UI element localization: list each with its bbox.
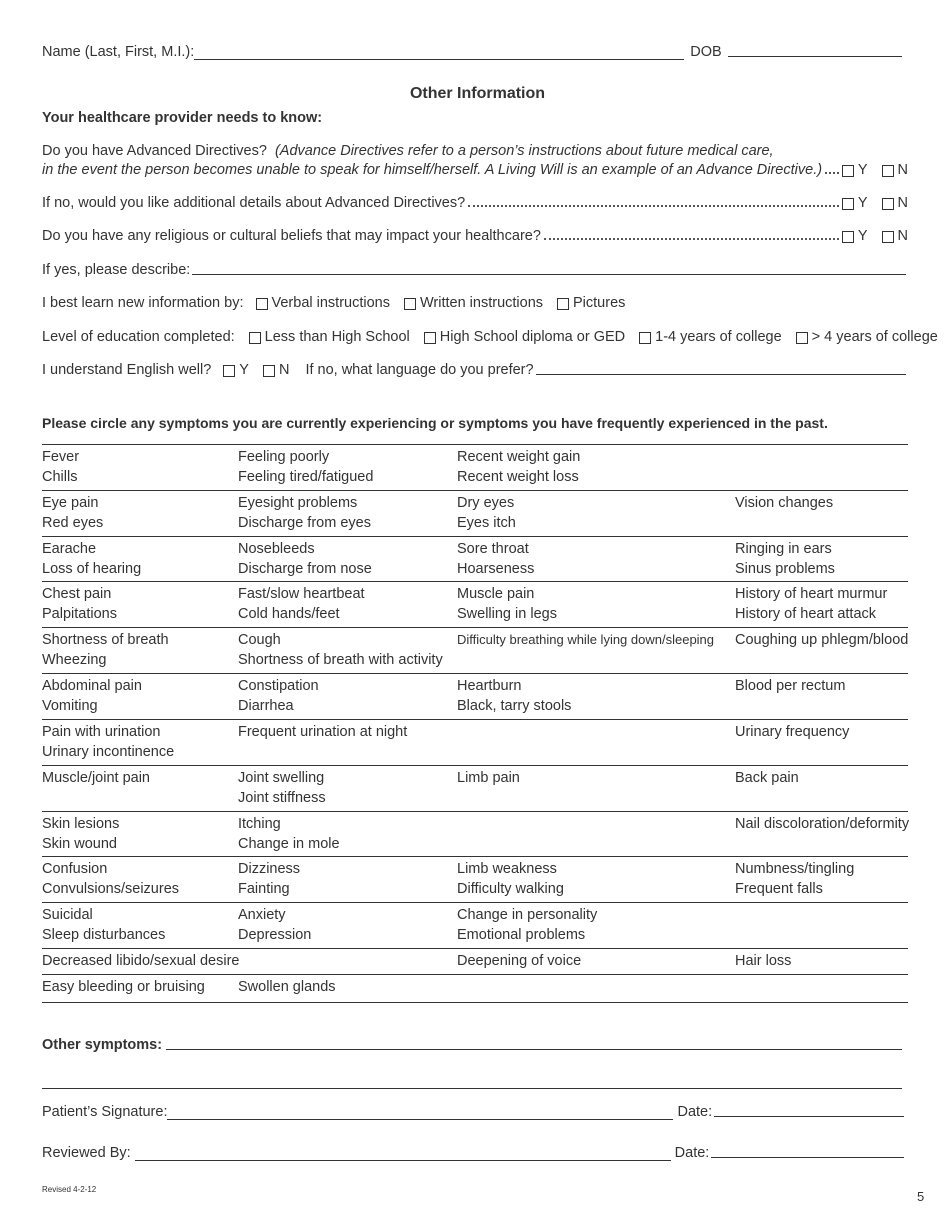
symptom-nosebleeds[interactable]: Nosebleeds bbox=[238, 541, 315, 557]
describe-label: If yes, please describe: bbox=[42, 262, 191, 278]
symptom-frequent-urination-at-night[interactable]: Frequent urination at night bbox=[238, 724, 408, 740]
page-number: 5 bbox=[917, 1189, 925, 1204]
symptom-coughing-up-phlegm-blood[interactable]: Coughing up phlegm/blood bbox=[735, 632, 909, 648]
symptom-recent-weight-loss[interactable]: Recent weight loss bbox=[457, 469, 579, 485]
symptom-urinary-frequency[interactable]: Urinary frequency bbox=[735, 724, 850, 740]
advance-directives-note-2: in the event the person becomes unable to speak for himself/herself. A Living Will is an example of an Advance Directive.) bbox=[42, 162, 823, 178]
checkbox[interactable] bbox=[249, 332, 261, 344]
additional-details-label: If no, would you like additional details about Advanced Directives? bbox=[42, 195, 466, 211]
education-option-college[interactable] bbox=[639, 329, 782, 345]
other-symptoms-row bbox=[42, 1037, 902, 1053]
symptom-eyesight-problems[interactable]: Eyesight problems bbox=[238, 495, 358, 511]
symptom-loss-of-hearing[interactable]: Loss of hearing bbox=[42, 561, 142, 577]
reviewed-date-label: Date: bbox=[674, 1145, 710, 1161]
symptom-change-in-personality[interactable]: Change in personality bbox=[457, 907, 598, 923]
symptom-history-of-heart-attack[interactable]: History of heart attack bbox=[735, 606, 877, 622]
symptom-fever[interactable]: Fever bbox=[42, 449, 80, 465]
symptom-deepening-of-voice[interactable]: Deepening of voice bbox=[457, 953, 582, 969]
symptom-skin-lesions[interactable]: Skin lesions bbox=[42, 816, 120, 832]
advance-directives-note-1: (Advance Directives refer to a person’s instructions about future medical care, bbox=[274, 143, 774, 159]
advance-directives-question bbox=[42, 143, 774, 159]
symptom-ringing-in-ears[interactable]: Ringing in ears bbox=[735, 541, 832, 557]
table-row-divider bbox=[42, 765, 908, 766]
table-row-divider bbox=[42, 444, 908, 445]
symptom-easy-bleeding-or-bruising[interactable]: Easy bleeding or bruising bbox=[42, 979, 205, 995]
option-label: Less than High School bbox=[264, 329, 410, 345]
name-dob-row bbox=[42, 44, 902, 60]
symptom-black-tarry-stools[interactable]: Black, tarry stools bbox=[457, 698, 572, 714]
advance-directives-no[interactable] bbox=[882, 162, 908, 178]
reviewed-field[interactable] bbox=[135, 1160, 671, 1161]
table-row-divider bbox=[42, 811, 908, 812]
symptom-confusion[interactable]: Confusion bbox=[42, 861, 108, 877]
option-label: High School diploma or GED bbox=[439, 329, 626, 345]
table-row-divider bbox=[42, 856, 908, 857]
symptoms-instruction: Please circle any symptoms you are currently experiencing or symptoms you have frequently experienced in the past. bbox=[42, 415, 828, 431]
learning-row bbox=[42, 295, 639, 311]
symptom-decreased-libido-sexual-desire[interactable]: Decreased libido/sexual desire bbox=[42, 953, 240, 969]
signature-row bbox=[42, 1104, 904, 1120]
english-label: I understand English well? bbox=[42, 362, 212, 378]
symptom-blood-per-rectum[interactable]: Blood per rectum bbox=[735, 678, 846, 694]
symptom-history-of-heart-murmur[interactable]: History of heart murmur bbox=[735, 586, 888, 602]
religious-beliefs-row bbox=[42, 228, 908, 244]
checkbox[interactable] bbox=[557, 298, 569, 310]
dob-label: DOB bbox=[690, 44, 722, 60]
yes-label: Y bbox=[239, 362, 249, 378]
checkbox[interactable] bbox=[842, 165, 854, 177]
describe-field[interactable] bbox=[192, 274, 906, 275]
option-label: Written instructions bbox=[419, 295, 544, 311]
symptom-dizziness[interactable]: Dizziness bbox=[238, 861, 301, 877]
learning-option-written[interactable] bbox=[404, 295, 543, 311]
symptom-shortness-of-breath-with-activity[interactable]: Shortness of breath with activity bbox=[238, 652, 443, 668]
table-row-divider bbox=[42, 581, 908, 582]
leader-dots bbox=[544, 238, 839, 240]
table-row-divider bbox=[42, 536, 908, 537]
advance-directives-yes[interactable] bbox=[842, 162, 868, 178]
symptom-urinary-incontinence[interactable]: Urinary incontinence bbox=[42, 744, 175, 760]
reviewed-label: Reviewed By: bbox=[42, 1145, 131, 1161]
religious-beliefs-yes[interactable] bbox=[842, 228, 868, 244]
additional-details-no[interactable] bbox=[882, 195, 908, 211]
symptom-swelling-in-legs[interactable]: Swelling in legs bbox=[457, 606, 557, 622]
symptom-nail-discoloration-deformity[interactable]: Nail discoloration/deformity bbox=[735, 816, 910, 832]
checkbox[interactable] bbox=[256, 298, 268, 310]
english-yes[interactable] bbox=[223, 362, 249, 378]
symptom-wheezing[interactable]: Wheezing bbox=[42, 652, 107, 668]
other-symptoms-field-2[interactable] bbox=[42, 1088, 902, 1089]
religious-beliefs-label: Do you have any religious or cultural beliefs that may impact your healthcare? bbox=[42, 228, 541, 244]
other-symptoms-label: Other symptoms: bbox=[42, 1037, 163, 1053]
education-option-4plus[interactable] bbox=[796, 329, 938, 345]
symptom-feeling-poorly[interactable]: Feeling poorly bbox=[238, 449, 330, 465]
symptom-shortness-of-breath[interactable]: Shortness of breath bbox=[42, 632, 169, 648]
symptom-emotional-problems[interactable]: Emotional problems bbox=[457, 927, 586, 943]
option-label: Pictures bbox=[573, 295, 626, 311]
symptom-frequent-falls[interactable]: Frequent falls bbox=[735, 881, 823, 897]
no-label: N bbox=[897, 162, 908, 178]
symptom-difficulty-breathing-while-lying-down-sleeping[interactable]: Difficulty breathing while lying down/sleeping bbox=[457, 632, 715, 647]
checkbox[interactable] bbox=[882, 231, 894, 243]
table-row-divider bbox=[42, 490, 908, 491]
option-label: Verbal instructions bbox=[271, 295, 390, 311]
checkbox[interactable] bbox=[842, 198, 854, 210]
symptom-hair-loss[interactable]: Hair loss bbox=[735, 953, 792, 969]
symptom-sleep-disturbances[interactable]: Sleep disturbances bbox=[42, 927, 166, 943]
checkbox[interactable] bbox=[882, 165, 894, 177]
symptom-constipation[interactable]: Constipation bbox=[238, 678, 319, 694]
checkbox[interactable] bbox=[424, 332, 436, 344]
education-row bbox=[42, 329, 938, 345]
symptom-convulsions-seizures[interactable]: Convulsions/seizures bbox=[42, 881, 180, 897]
no-label: N bbox=[897, 195, 908, 211]
checkbox[interactable] bbox=[223, 365, 235, 377]
symptom-sore-throat[interactable]: Sore throat bbox=[457, 541, 529, 557]
symptom-diarrhea[interactable]: Diarrhea bbox=[238, 698, 294, 714]
symptom-heartburn[interactable]: Heartburn bbox=[457, 678, 522, 694]
symptom-chest-pain[interactable]: Chest pain bbox=[42, 586, 112, 602]
symptom-anxiety[interactable]: Anxiety bbox=[238, 907, 286, 923]
symptom-change-in-mole[interactable]: Change in mole bbox=[238, 836, 340, 852]
additional-details-yes[interactable] bbox=[842, 195, 868, 211]
symptom-cold-hands-feet[interactable]: Cold hands/feet bbox=[238, 606, 340, 622]
dob-field[interactable] bbox=[728, 56, 902, 57]
checkbox[interactable] bbox=[796, 332, 808, 344]
learning-option-pictures[interactable] bbox=[557, 295, 625, 311]
other-symptoms-field[interactable] bbox=[166, 1049, 902, 1050]
symptom-palpitations[interactable]: Palpitations bbox=[42, 606, 117, 622]
symptom-vomiting[interactable]: Vomiting bbox=[42, 698, 98, 714]
symptom-suicidal[interactable]: Suicidal bbox=[42, 907, 93, 923]
symptom-recent-weight-gain[interactable]: Recent weight gain bbox=[457, 449, 581, 465]
revised-note: Revised 4-2-12 bbox=[42, 1185, 97, 1194]
provider-heading: Your healthcare provider needs to know: bbox=[42, 110, 323, 126]
table-row-divider bbox=[42, 719, 908, 720]
reviewed-row bbox=[42, 1145, 904, 1161]
language-label: If no, what language do you prefer? bbox=[305, 362, 534, 378]
symptom-limb-weakness[interactable]: Limb weakness bbox=[457, 861, 557, 877]
leader-dots bbox=[825, 172, 839, 174]
checkbox[interactable] bbox=[639, 332, 651, 344]
yes-label: Y bbox=[857, 228, 868, 244]
religious-beliefs-no[interactable] bbox=[882, 228, 908, 244]
symptom-discharge-from-nose[interactable]: Discharge from nose bbox=[238, 561, 372, 577]
yes-label: Y bbox=[857, 162, 868, 178]
symptom-discharge-from-eyes[interactable]: Discharge from eyes bbox=[238, 515, 371, 531]
symptom-cough[interactable]: Cough bbox=[238, 632, 281, 648]
symptom-joint-swelling[interactable]: Joint swelling bbox=[238, 770, 325, 786]
symptom-fainting[interactable]: Fainting bbox=[238, 881, 290, 897]
table-row-divider bbox=[42, 948, 908, 949]
symptom-limb-pain[interactable]: Limb pain bbox=[457, 770, 520, 786]
signature-label: Patient’s Signature: bbox=[42, 1104, 168, 1120]
advance-directives-row bbox=[42, 162, 908, 178]
section-title: Other Information bbox=[409, 85, 546, 102]
education-option-hs[interactable] bbox=[424, 329, 625, 345]
symptom-fast-slow-heartbeat[interactable]: Fast/slow heartbeat bbox=[238, 586, 365, 602]
symptom-muscle-pain[interactable]: Muscle pain bbox=[457, 586, 535, 602]
no-label: N bbox=[278, 362, 290, 378]
signature-field[interactable] bbox=[167, 1119, 673, 1120]
checkbox[interactable] bbox=[842, 231, 854, 243]
option-label: 1-4 years of college bbox=[655, 329, 782, 345]
checkbox[interactable] bbox=[404, 298, 416, 310]
education-option-less-hs[interactable] bbox=[249, 329, 410, 345]
english-row bbox=[42, 362, 906, 378]
learning-option-verbal[interactable] bbox=[256, 295, 390, 311]
table-row-divider bbox=[42, 974, 908, 975]
table-row-divider bbox=[42, 1002, 908, 1003]
symptom-muscle-joint-pain[interactable]: Muscle/joint pain bbox=[42, 770, 150, 786]
symptom-back-pain[interactable]: Back pain bbox=[735, 770, 799, 786]
table-row-divider bbox=[42, 673, 908, 674]
name-field[interactable] bbox=[194, 59, 684, 60]
describe-row bbox=[42, 262, 906, 278]
option-label: > 4 years of college bbox=[811, 329, 938, 345]
symptom-eyes-itch[interactable]: Eyes itch bbox=[457, 515, 516, 531]
language-field[interactable] bbox=[536, 374, 906, 375]
learning-label: I best learn new information by: bbox=[42, 295, 244, 311]
symptom-skin-wound[interactable]: Skin wound bbox=[42, 836, 117, 852]
symptom-itching[interactable]: Itching bbox=[238, 816, 281, 832]
symptom-feeling-tired-fatigued[interactable]: Feeling tired/fatigued bbox=[238, 469, 374, 485]
reviewed-date-field[interactable] bbox=[711, 1157, 904, 1158]
symptom-eye-pain[interactable]: Eye pain bbox=[42, 495, 99, 511]
no-label: N bbox=[897, 228, 908, 244]
leader-dots bbox=[468, 205, 839, 207]
signature-date-field[interactable] bbox=[714, 1116, 904, 1117]
checkbox[interactable] bbox=[882, 198, 894, 210]
symptom-depression[interactable]: Depression bbox=[238, 927, 312, 943]
table-row-divider bbox=[42, 627, 908, 628]
education-label: Level of education completed: bbox=[42, 329, 235, 345]
name-label: Name (Last, First, M.I.): bbox=[42, 44, 195, 60]
symptom-numbness-tingling[interactable]: Numbness/tingling bbox=[735, 861, 855, 877]
symptom-vision-changes[interactable]: Vision changes bbox=[735, 495, 834, 511]
symptom-earache[interactable]: Earache bbox=[42, 541, 97, 557]
symptom-dry-eyes[interactable]: Dry eyes bbox=[457, 495, 515, 511]
symptom-chills[interactable]: Chills bbox=[42, 469, 78, 485]
symptom-abdominal-pain[interactable]: Abdominal pain bbox=[42, 678, 142, 694]
advance-directives-label: Do you have Advanced Directives? bbox=[42, 143, 267, 159]
yes-label: Y bbox=[857, 195, 868, 211]
signature-date-label: Date: bbox=[677, 1104, 713, 1120]
table-row-divider bbox=[42, 902, 908, 903]
symptom-difficulty-walking[interactable]: Difficulty walking bbox=[457, 881, 564, 897]
additional-details-row bbox=[42, 195, 908, 211]
checkbox[interactable] bbox=[263, 365, 275, 377]
symptom-joint-stiffness[interactable]: Joint stiffness bbox=[238, 790, 326, 806]
symptom-hoarseness[interactable]: Hoarseness bbox=[457, 561, 535, 577]
english-no[interactable] bbox=[263, 362, 289, 378]
symptom-swollen-glands[interactable]: Swollen glands bbox=[238, 979, 336, 995]
symptom-sinus-problems[interactable]: Sinus problems bbox=[735, 561, 835, 577]
symptom-pain-with-urination[interactable]: Pain with urination bbox=[42, 724, 161, 740]
symptom-red-eyes[interactable]: Red eyes bbox=[42, 515, 104, 531]
